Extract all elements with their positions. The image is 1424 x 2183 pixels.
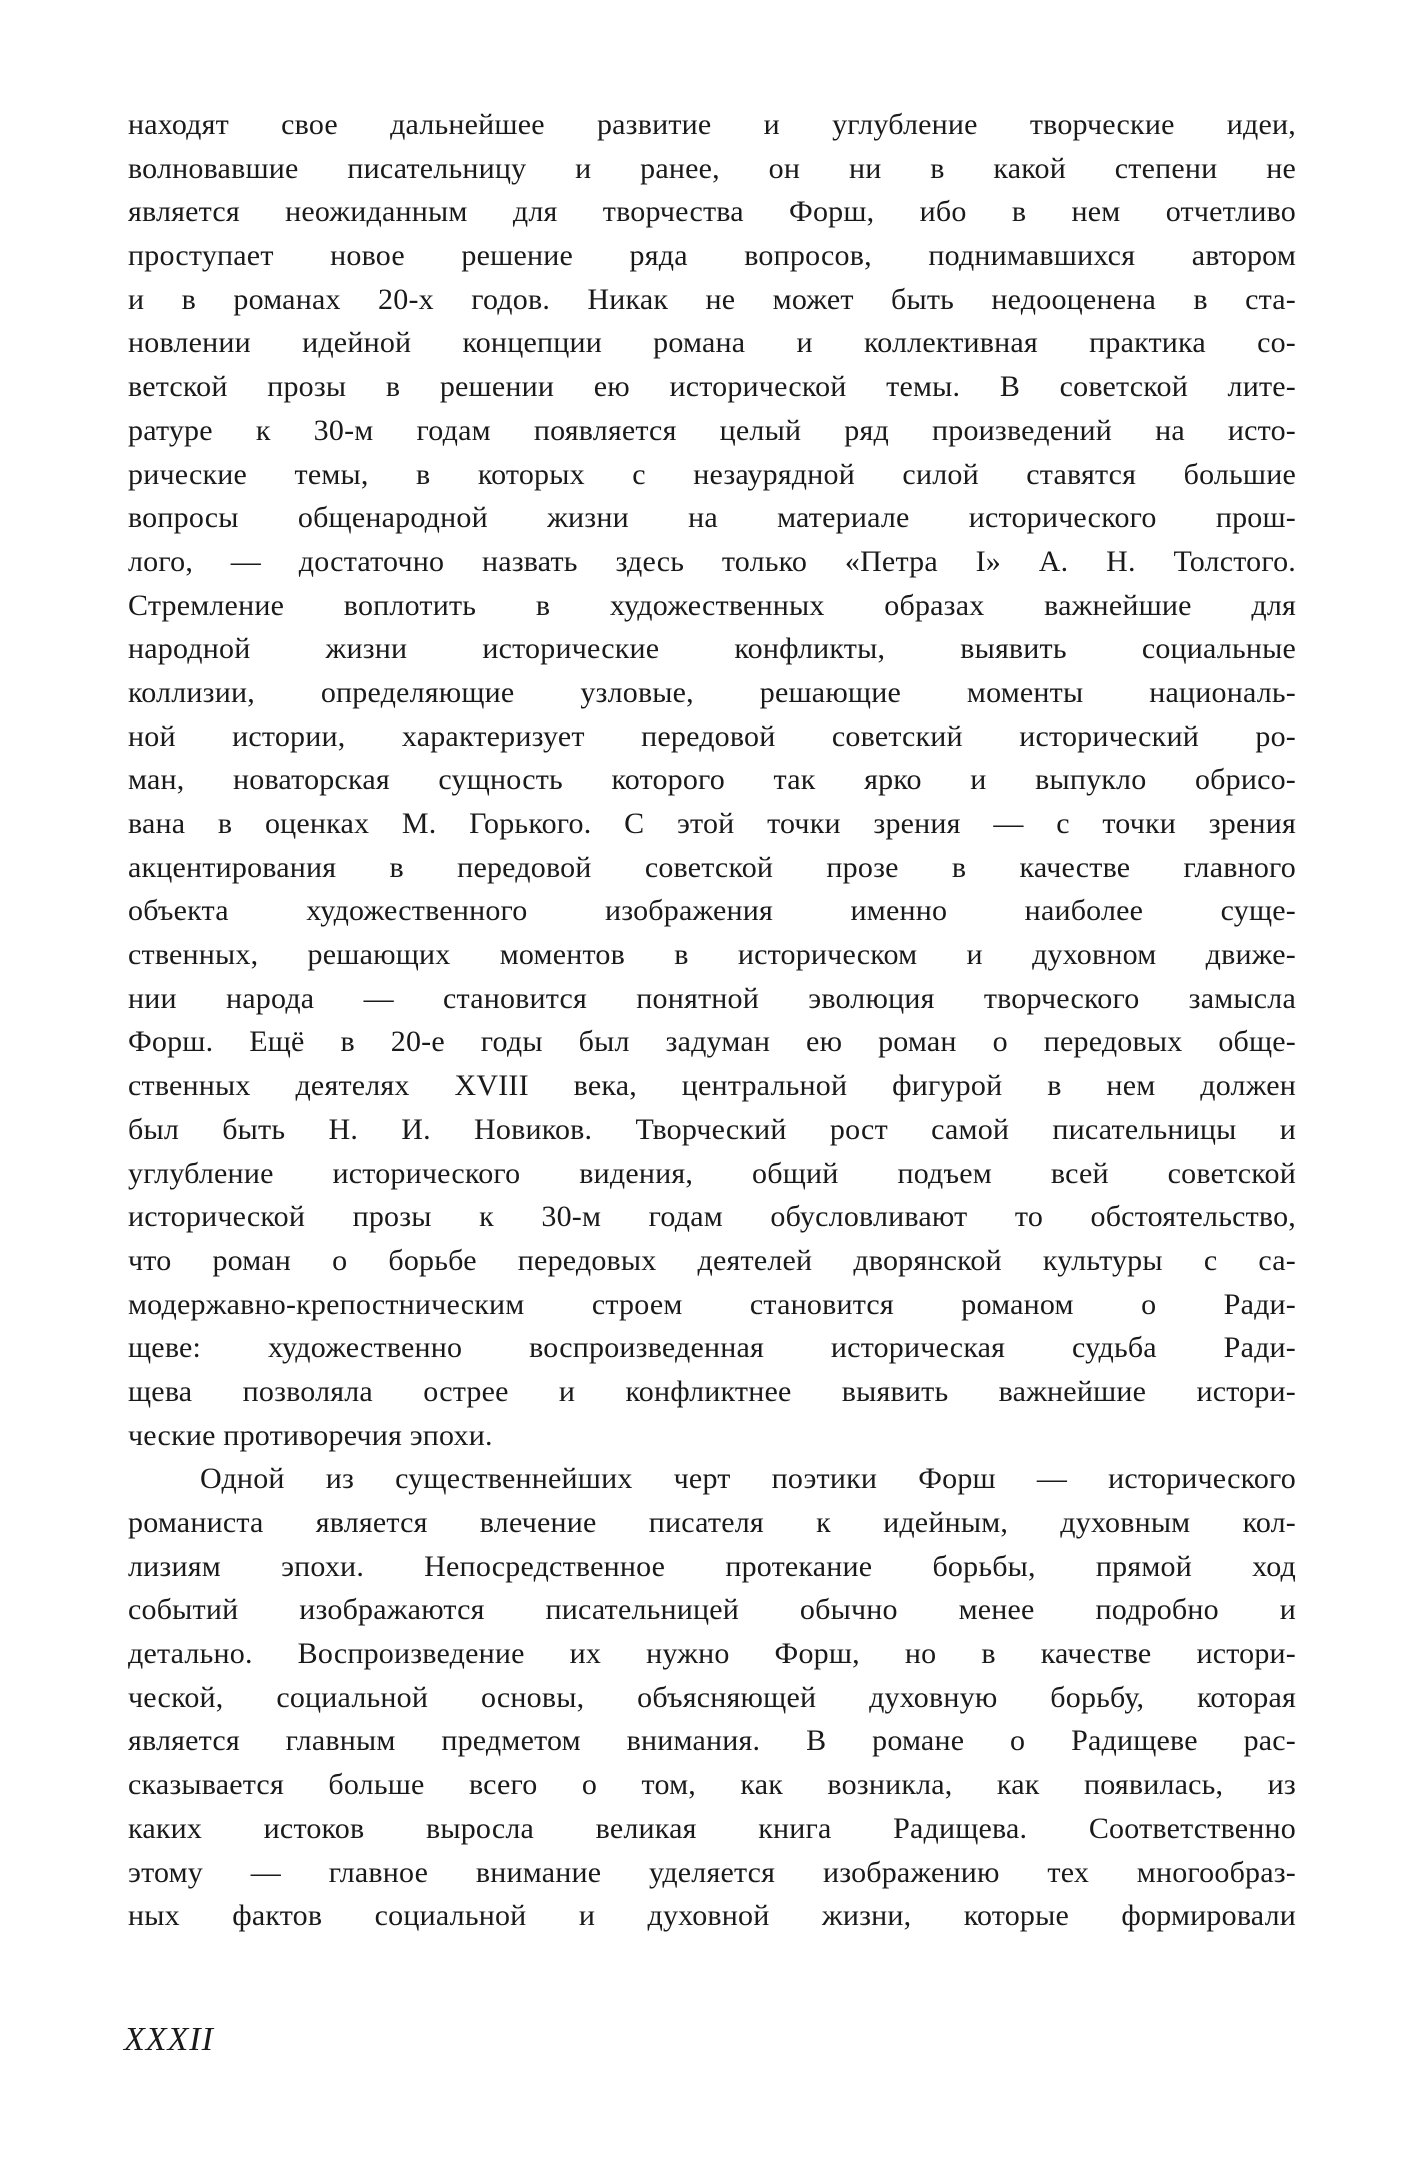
text-line: волновавшие писательницу и ранее, он ни в какой степени не [128, 151, 1296, 185]
text-line: исторической прозы к 30-м годам обусловливают то обстоятельство, [128, 1200, 1296, 1234]
text-line: коллизии, определяющие узловые, решающие моменты националь- [128, 675, 1296, 709]
text-line: ственных, решающих моментов в историческом и духовном движе- [128, 938, 1296, 972]
text-line: ман, новаторская сущность которого так ярко и выпукло обрисо- [128, 763, 1296, 797]
text-line: вана в оценках М. Горького. С этой точки зрения — с точки зрения [128, 807, 1296, 840]
text-line: лизиям эпохи. Непосредственное протекание борьбы, прямой ход [128, 1549, 1296, 1583]
text-line: ветской прозы в решении ею исторической темы. В советской лите- [128, 370, 1296, 404]
text-line: и в романах 20-х годов. Никак не может быть недооценена в ста- [128, 282, 1296, 316]
paragraph-2 [128, 1457, 1296, 1938]
text-line: ратуре к 30-м годам появляется целый ряд произведений на исто- [128, 413, 1296, 447]
paragraph-1 [128, 103, 1296, 1457]
text-line: новлении идейной концепции романа и коллективная практика со- [128, 326, 1296, 360]
text-line: находят свое дальнейшее развитие и углубление творческие идеи, [128, 108, 1296, 141]
text-line: ственных деятелях XVIII века, центральной фигурой в нем должен [128, 1069, 1296, 1103]
text-line: народной жизни исторические конфликты, выявить социальные [128, 632, 1296, 666]
text-line: ных фактов социальной и духовной жизни, которые формировали [128, 1899, 1296, 1933]
text-line: что роман о борьбе передовых деятелей дворянской культуры с са- [128, 1243, 1296, 1277]
text-line: романиста является влечение писателя к идейным, духовным кол- [128, 1506, 1296, 1539]
text-line: объекта художественного изображения именно наиболее суще- [128, 894, 1296, 928]
text-line: щеве: художественно воспроизведенная историческая судьба Ради- [128, 1331, 1296, 1365]
text-line: проступает новое решение ряда вопросов, поднимавшихся автором [128, 239, 1296, 273]
text-line: является главным предметом внимания. В романе о Радищеве рас- [128, 1724, 1296, 1758]
text-line: Форш. Ещё в 20-е годы был задуман ею роман о передовых обще- [128, 1025, 1296, 1059]
text-line: Стремление воплотить в художественных образах важнейшие для [128, 588, 1296, 622]
text-line: этому — главное внимание уделяется изображению тех многообраз- [128, 1855, 1296, 1889]
text-line: является неожиданным для творчества Форш, ибо в нем отчетливо [128, 195, 1296, 229]
text-line: нии народа — становится понятной эволюция творческого замысла [128, 981, 1296, 1015]
text-line: ческие противоречия эпохи. [128, 1418, 493, 1452]
text-line: углубление исторического видения, общий подъем всей советской [128, 1156, 1296, 1190]
text-line: вопросы общенародной жизни на материале исторического прош- [128, 501, 1296, 535]
text-line: щева позволяла острее и конфликтнее выявить важнейшие истори- [128, 1374, 1296, 1408]
text-line: ческой, социальной основы, объясняющей духовную борьбу, которая [128, 1680, 1296, 1714]
text-line: сказывается больше всего о том, как возникла, как появилась, из [128, 1768, 1296, 1802]
text-line: каких истоков выросла великая книга Радищева. Соответственно [128, 1811, 1296, 1845]
text-line: рические темы, в которых с незаурядной силой ставятся большие [128, 457, 1296, 491]
text-line: акцентирования в передовой советской прозе в качестве главного [128, 850, 1296, 884]
text-line: модержавно-крепостническим строем становится романом о Ради- [128, 1287, 1296, 1321]
text-line: событий изображаются писательницей обычно менее подробно и [128, 1593, 1296, 1627]
page-number: XXXII [124, 2021, 214, 2058]
text-line: Одной из существеннейших черт поэтики Форш — исторического [200, 1462, 1296, 1496]
text-line: детально. Воспроизведение их нужно Форш, но в качестве истори- [128, 1637, 1296, 1671]
text-line: ной истории, характеризует передовой советский исторический ро- [128, 719, 1296, 753]
text-line: лого, — достаточно назвать здесь только «Петра I» А. Н. Толстого. [128, 544, 1296, 578]
text-line: был быть Н. И. Новиков. Творческий рост самой писательницы и [128, 1112, 1296, 1146]
body-text [128, 103, 1296, 1938]
